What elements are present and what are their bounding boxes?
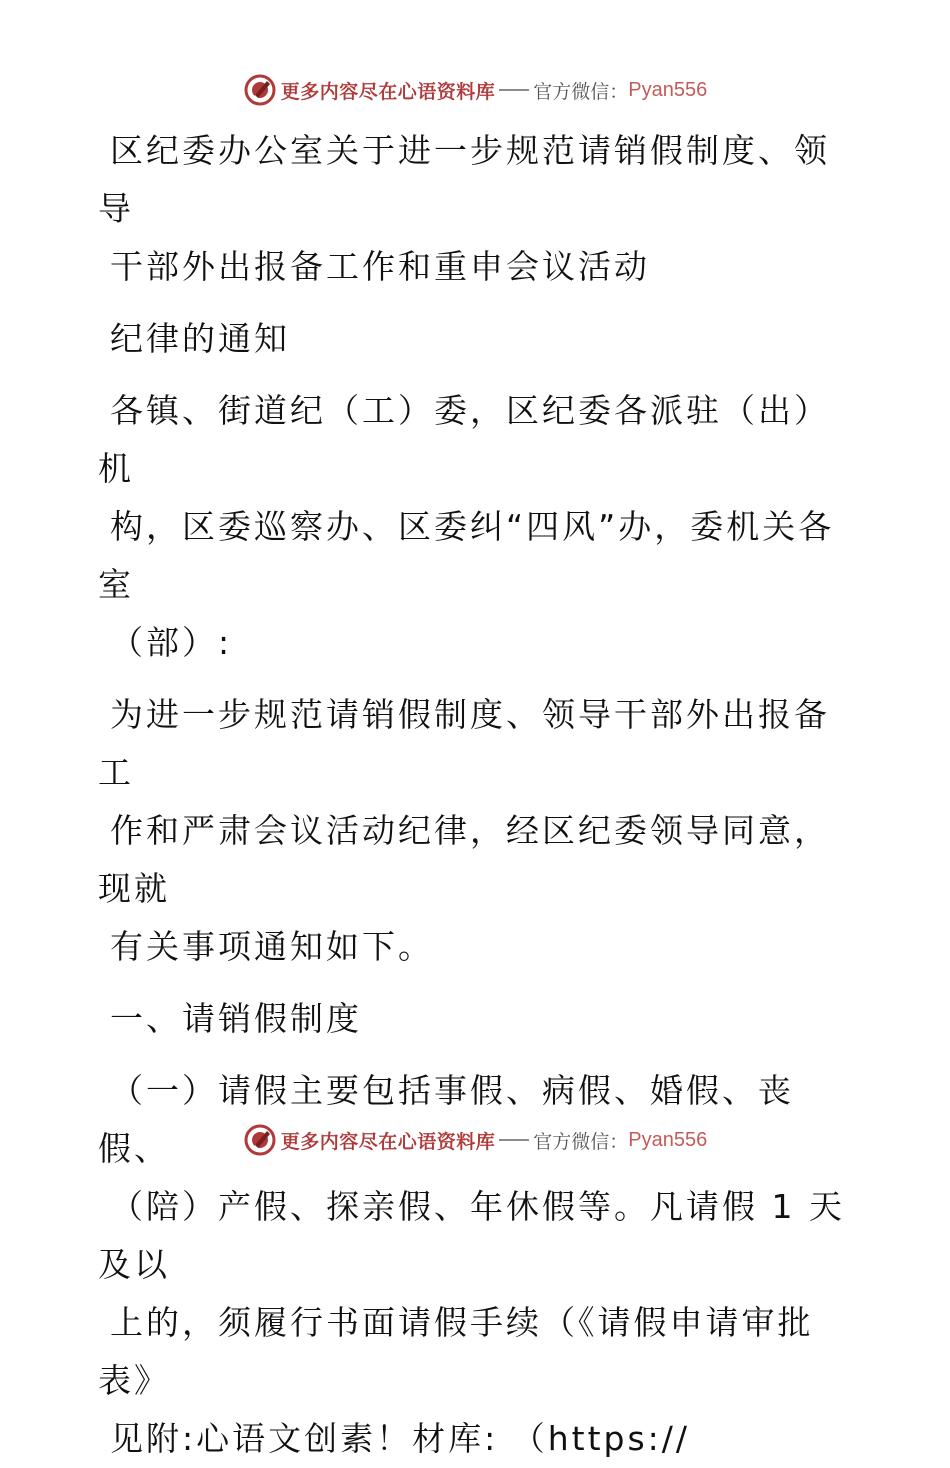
footer-banner-text: 更多内容尽在心语资料库 [280,1130,496,1153]
footer-banner-dash [499,1139,529,1141]
addressee-line-3: （部）: [110,623,233,662]
header-banner-dash [499,89,529,91]
item-1-line-4: 见附:心语文创素！材库: （https:// [110,1419,691,1458]
item-1-line-2: （陪）产假、探亲假、年休假等。凡请假 1 天及以 [98,1187,845,1284]
title-line-3: 纪律的通知 [110,319,290,358]
addressee-line-2: 构，区委巡察办、区委纠“四风”办，委机关各室 [98,507,835,604]
item-1-line-1: （一）请假主要包括事假、病假、婚假、丧假、 [98,1071,794,1168]
item-1-line-3: 上的，须履行书面请假手续（《请假申请审批表》 [98,1303,814,1400]
pen-logo-icon [243,1123,277,1157]
intro-line-1: 为进一步规范请销假制度、领导干部外出报备工 [98,695,830,792]
header-banner [0,70,950,110]
header-banner-wechat-label: 官方微信： [533,80,629,103]
footer-banner [0,1120,950,1160]
header-banner-handle: Pyan556 [628,78,708,101]
footer-banner-handle: Pyan556 [628,1128,708,1151]
intro-line-3: 有关事项通知如下。 [110,927,434,966]
intro-line-2: 作和严肃会议活动纪律，经区纪委领导同意，现就 [98,811,830,908]
title-line-2: 干部外出报备工作和重申会议活动 [110,247,650,286]
title-line-1: 区纪委办公室关于进一步规范请销假制度、领导 [98,131,830,228]
document-body [98,122,858,1468]
pen-logo-icon [243,73,277,107]
footer-banner-wechat-label: 官方微信： [533,1130,629,1153]
section-1-heading: 一、请销假制度 [110,999,362,1038]
header-banner-text: 更多内容尽在心语资料库 [280,80,496,103]
addressee-line-1: 各镇、街道纪（工）委，区纪委各派驻（出）机 [98,391,830,488]
